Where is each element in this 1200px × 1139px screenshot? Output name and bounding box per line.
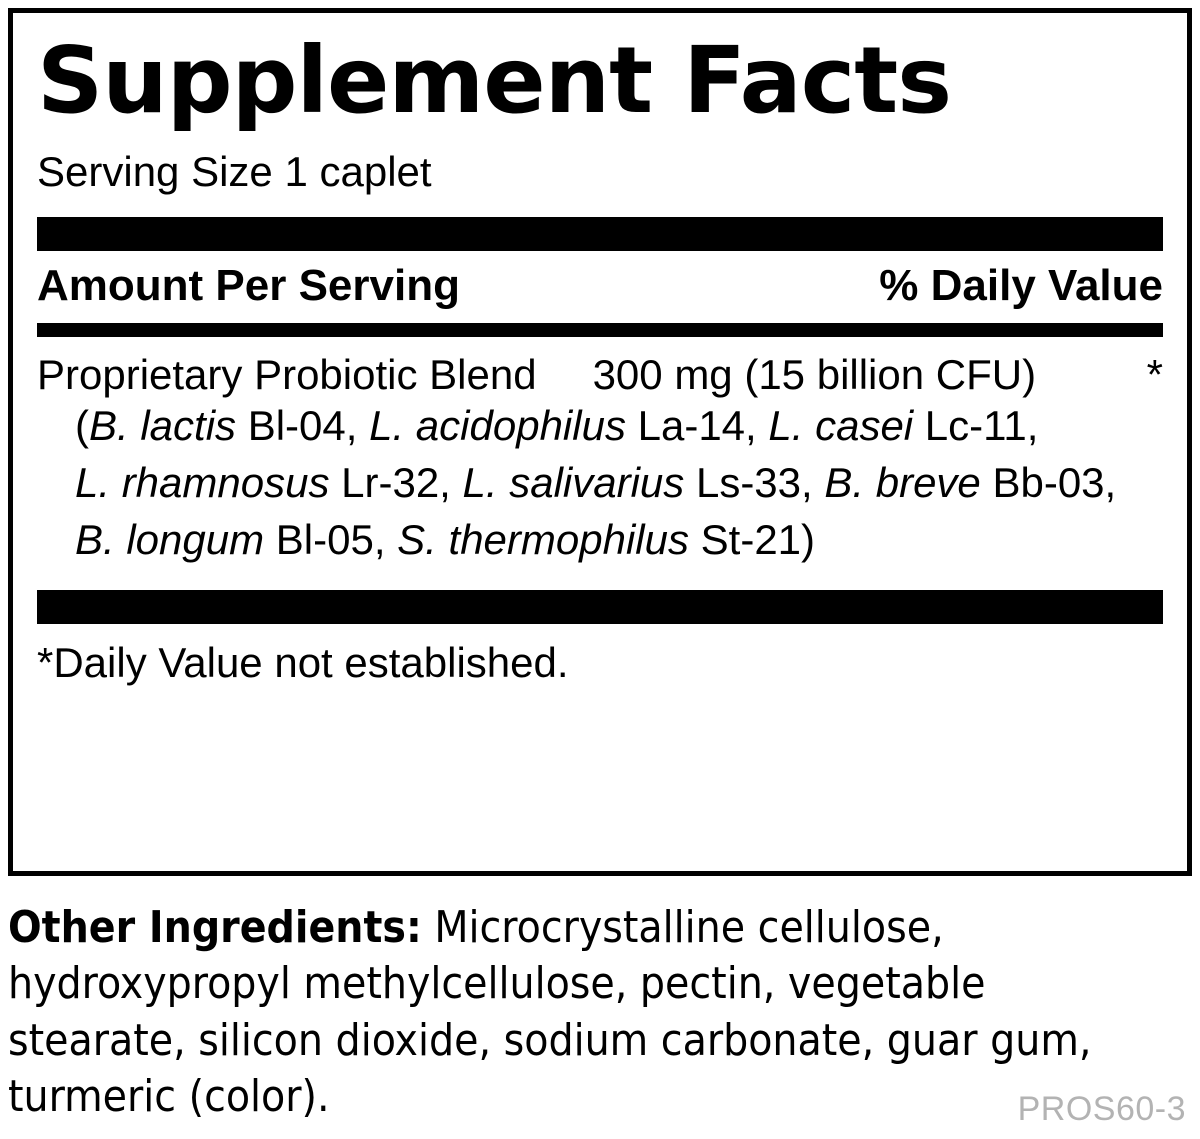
blend-daily-value: * (1146, 351, 1163, 399)
strain-line: B. longum Bl-05, S. thermophilus St-21) (75, 515, 816, 563)
strain-line: (B. lactis Bl-04, L. acidophilus La-14, L. casei Lc-11, (75, 402, 1039, 450)
blend-main-row (37, 351, 1163, 398)
supplement-facts-panel (8, 8, 1192, 876)
amount-per-serving-row (37, 261, 1163, 313)
blend-amount: 300 mg (15 billion CFU) (592, 351, 1037, 399)
other-ingredients-block (8, 900, 1168, 1125)
other-ingredients-label: Other Ingredients: (8, 902, 422, 953)
serving-size-text: Serving Size 1 caplet (37, 148, 432, 195)
divider-thick-bottom (37, 590, 1163, 624)
strain-line: L. rhamnosus Lr-32, L. salivarius Ls-33, B. breve Bb-03, (75, 458, 1117, 506)
other-ingredients-text: Microcrystalline cellulose, hydroxypropyl methylcellulose, pectin, vegetable stearate, silicon dioxide, sodium carbonate, guar gum, turmeric (color). (8, 902, 1092, 1122)
divider-thick-top (37, 217, 1163, 251)
blend-name: Proprietary Probiotic Blend (37, 351, 537, 399)
amount-per-serving-label: Amount Per Serving (37, 261, 460, 311)
daily-value-footnote: *Daily Value not established. (37, 639, 569, 687)
proprietary-blend-block (37, 351, 1163, 568)
product-code-stamp: PROS60-3 (1017, 1090, 1186, 1128)
page-title: Supplement Facts (37, 27, 951, 134)
daily-value-label: % Daily Value (879, 261, 1163, 311)
divider-medium (37, 323, 1163, 337)
